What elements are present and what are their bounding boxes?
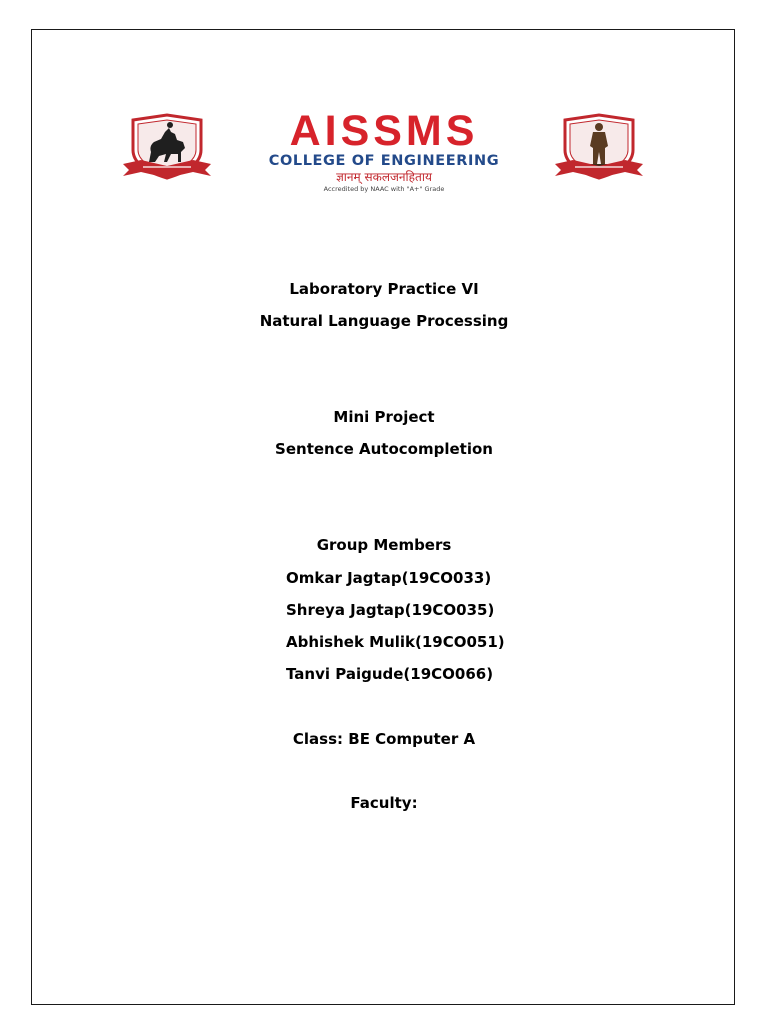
class-info: Class: BE Computer A (292, 730, 476, 748)
group-member: Shreya Jagtap(19CO035) (286, 601, 495, 619)
faculty-label: Faculty: (350, 794, 418, 812)
group-member: Tanvi Paigude(19CO066) (286, 665, 494, 683)
statue-shield-emblem-icon (553, 112, 645, 184)
brand-title: AISSMS (289, 107, 479, 155)
group-member: Omkar Jagtap(19CO033) (286, 569, 492, 587)
course-title: Laboratory Practice VI (289, 280, 479, 298)
group-heading: Group Members (316, 536, 452, 554)
group-member: Abhishek Mulik(19CO051) (286, 633, 505, 651)
accreditation-text: Accredited by NAAC with "A+" Grade (323, 185, 445, 193)
project-title: Sentence Autocompletion (275, 440, 493, 458)
brand-subtitle: COLLEGE OF ENGINEERING (268, 153, 500, 169)
horse-rider-shield-emblem-icon (121, 112, 213, 184)
brand-motto: ज्ञानम् सकलजनहिताय (336, 170, 432, 184)
college-logo (246, 108, 522, 198)
project-label: Mini Project (333, 408, 435, 426)
course-subject: Natural Language Processing (259, 312, 509, 330)
